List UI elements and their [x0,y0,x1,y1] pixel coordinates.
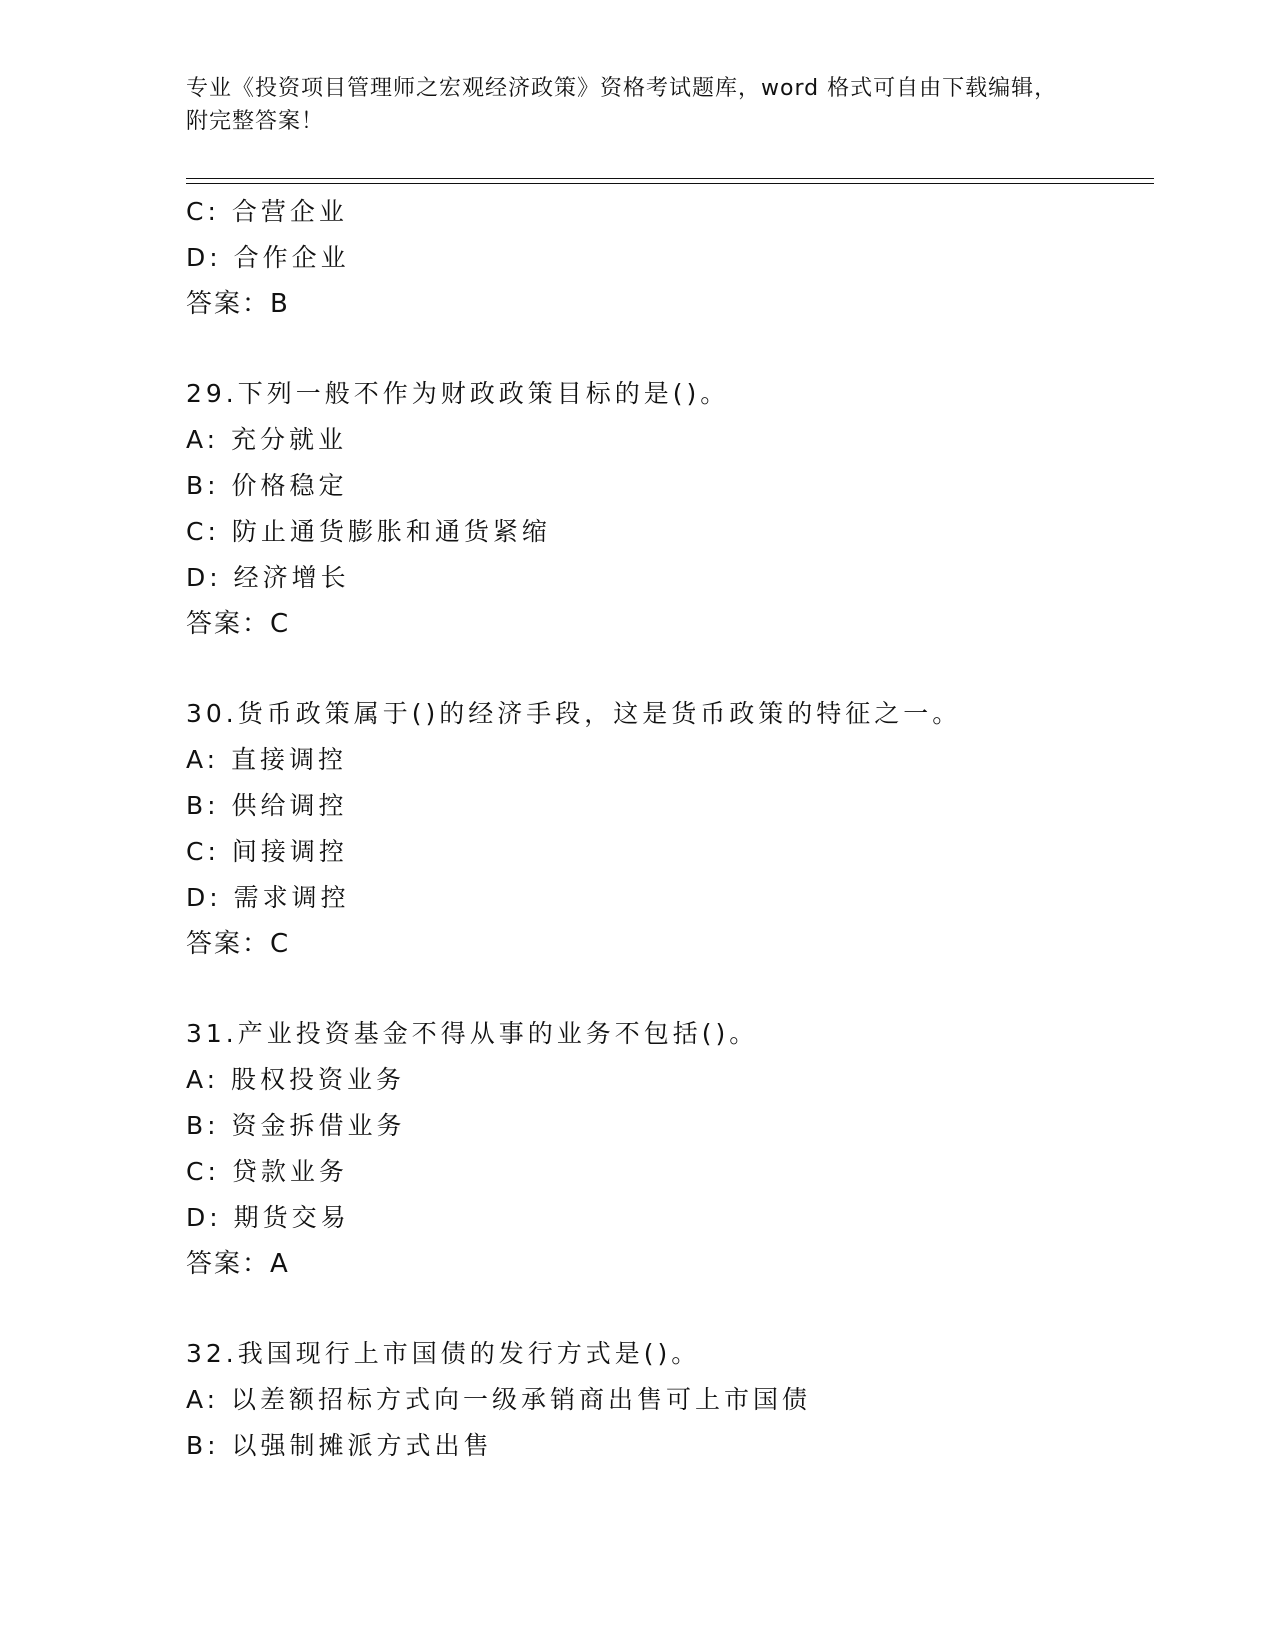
option-a: A: 股权投资业务 [186,1065,406,1094]
option-a: A: 以差额招标方式向一级承销商出售可上市国债 [186,1385,812,1414]
option-b: B: 供给调控 [186,791,348,820]
question-stem: 30.货币政策属于()的经济手段，这是货币政策的特征之一。 [186,699,962,728]
option-d: D: 需求调控 [186,883,350,912]
option-b: B: 资金拆借业务 [186,1111,406,1140]
question-list [186,189,1154,1469]
option-d: D: 期货交易 [186,1203,350,1232]
option-b: B: 以强制摊派方式出售 [186,1431,493,1460]
document-header: 专业《投资项目管理师之宏观经济政策》资格考试题库，word 格式可自由下载编辑，附完整答案！ [186,76,1058,134]
answer: 答案：A [186,1249,290,1279]
header-rule-top [186,178,1154,179]
question-31 [186,1011,1154,1287]
option-c: C: 防止通货膨胀和通货紧缩 [186,517,551,546]
question-32 [186,1331,1154,1469]
question-stem: 31.产业投资基金不得从事的业务不包括()。 [186,1019,759,1048]
option-d: D: 合作企业 [186,243,350,272]
question-stem: 29.下列一般不作为财政政策目标的是()。 [186,379,730,408]
question-28 [186,189,1154,327]
question-stem: 32.我国现行上市国债的发行方式是()。 [186,1339,701,1368]
answer: 答案：C [186,609,291,639]
option-d: D: 经济增长 [186,563,350,592]
option-c: C: 间接调控 [186,837,348,866]
option-a: A: 充分就业 [186,425,348,454]
header-rule-bottom [186,183,1154,184]
question-29 [186,371,1154,647]
option-a: A: 直接调控 [186,745,348,774]
option-c: C: 合营企业 [186,197,348,226]
answer: 答案：C [186,929,291,959]
option-c: C: 贷款业务 [186,1157,348,1186]
option-b: B: 价格稳定 [186,471,348,500]
question-30 [186,691,1154,967]
answer: 答案：B [186,289,290,319]
